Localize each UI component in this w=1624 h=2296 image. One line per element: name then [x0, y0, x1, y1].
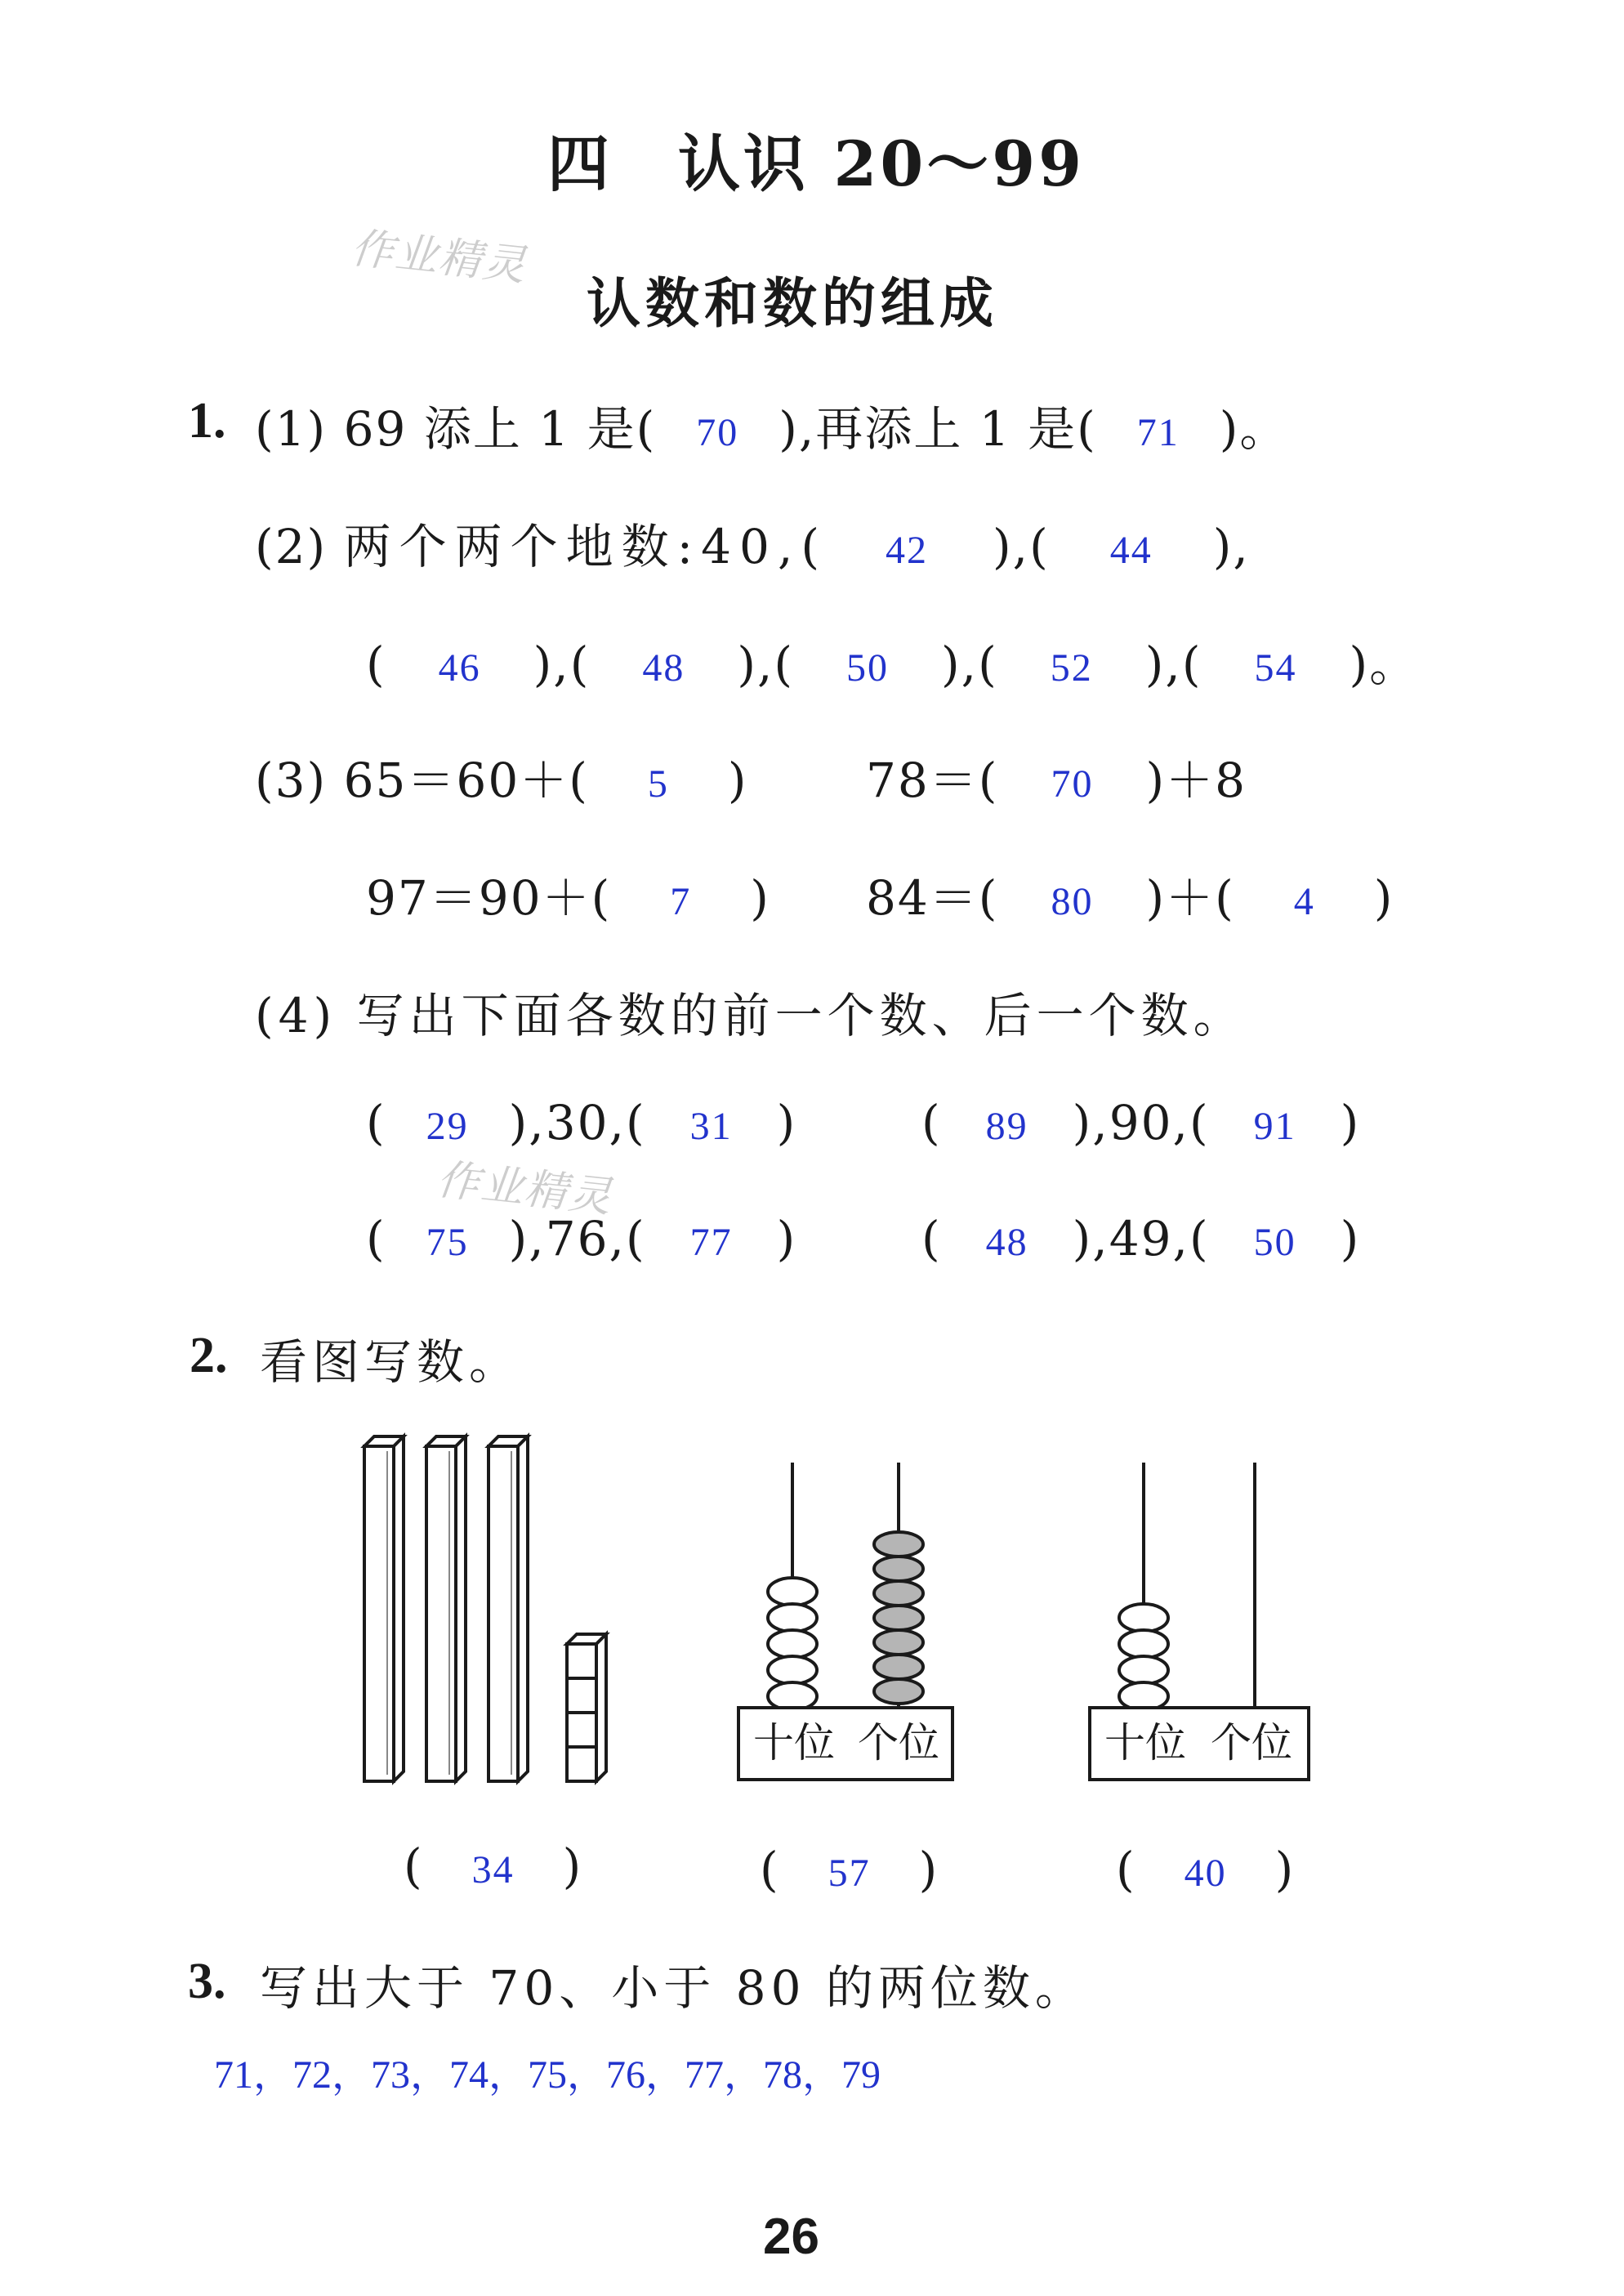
q1-p1-text-a: 69 添上 1 是(	[343, 401, 657, 457]
given-number: 49	[1109, 1211, 1173, 1266]
given-number: 76	[545, 1211, 609, 1266]
part-label: (1)	[255, 401, 328, 457]
answer: 89	[985, 1105, 1028, 1148]
tens-label: 十位	[753, 1719, 835, 1767]
q1-part4-row1-b: ( 89 ),90,( 91 )	[921, 1095, 1361, 1150]
answer: 29	[426, 1105, 469, 1148]
q2-prompt: 看图写数。	[260, 1334, 522, 1390]
q1-p1-text-c: )。	[1219, 401, 1289, 457]
answer: 7	[670, 880, 692, 923]
prompt-text: 写出下面各数的前一个数、后一个数。	[356, 988, 1246, 1043]
ones-label: 个位	[1211, 1719, 1292, 1767]
answer: 77	[689, 1221, 733, 1264]
answer: 5	[647, 762, 669, 806]
unit-cubes-icon	[567, 1634, 606, 1781]
part-label: (2)	[255, 519, 328, 574]
q2-answer-1: ( 34 )	[404, 1838, 583, 1894]
answer: 70	[696, 411, 739, 454]
watermark: 作业精灵	[434, 1155, 615, 1223]
abacus-icon	[738, 1463, 953, 1780]
question-number: 1.	[188, 393, 226, 449]
q2-figures	[0, 1422, 1624, 1847]
q1-part1	[255, 391, 1288, 459]
equation-text: )＋8	[1145, 753, 1247, 808]
answer: 70	[1051, 762, 1094, 806]
equation-text: 84＝(	[866, 870, 999, 926]
answer: 75	[426, 1221, 469, 1264]
q1-p1-text-b: ),再添上 1 是(	[779, 401, 1097, 457]
answer: 34	[471, 1848, 515, 1892]
answer: 50	[1253, 1221, 1296, 1264]
question-number: 3.	[188, 1954, 226, 2009]
q1-part3-eq3: 97＝90＋( 7 )	[366, 870, 770, 926]
answer: 80	[1051, 880, 1094, 923]
answer: 44	[1109, 529, 1153, 572]
equation-text: 97＝90＋(	[366, 870, 612, 926]
question-number: 2.	[190, 1328, 228, 1383]
q1-part3-eq2	[866, 742, 1247, 811]
abacus-icon	[1090, 1463, 1309, 1780]
answer: 48	[642, 646, 685, 690]
answer: 42	[886, 529, 929, 572]
tens-label: 十位	[1104, 1719, 1186, 1767]
given-number: 90	[1109, 1095, 1173, 1150]
answer: 57	[828, 1852, 871, 1895]
answer: 91	[1253, 1105, 1296, 1148]
watermark: 作业精灵	[348, 223, 529, 292]
answer: 31	[689, 1105, 733, 1148]
q1-part4-row2-a: ( 75 ),76,( 77 )	[366, 1211, 797, 1266]
q1-part4-row1-a: ( 29 ),30,( 31 )	[366, 1095, 797, 1150]
page-number: 26	[763, 2209, 819, 2265]
part-label: (3)	[255, 753, 328, 808]
q1-part2-row2: ( 46 ),( 48 ),( 50 ),( 52 ),( 54 )。	[366, 637, 1419, 692]
q1-part4-prompt	[255, 977, 1246, 1046]
answer: 54	[1254, 646, 1297, 690]
page-title: 四 认识 20～99	[547, 127, 1085, 200]
ten-rods-icon	[364, 1436, 528, 1781]
answer: 52	[1050, 646, 1093, 690]
q2-answer-3: ( 40 )	[1116, 1842, 1296, 1897]
given-number: 30	[545, 1095, 609, 1150]
equation-text: 65＝60＋(	[343, 753, 589, 808]
q1-part3-eq4: 84＝( 80 )＋( 4 )	[866, 870, 1394, 926]
answer: 50	[846, 646, 890, 690]
section-subtitle: 认数和数的组成	[587, 271, 998, 335]
q3-prompt: 写出大于 70、小于 80 的两位数。	[260, 1960, 1087, 2016]
answer: 48	[985, 1221, 1028, 1264]
answer: 71	[1136, 411, 1180, 454]
equation-text: 78＝(	[866, 753, 999, 808]
q3-answer: 71，72，73，74，75，76，77，78，79	[214, 2053, 881, 2097]
q1-part3-eq1: (3) 65＝60＋( 5 )	[255, 753, 748, 808]
part-label: (4)	[255, 988, 337, 1043]
q1-part4-row2-b: ( 48 ),49,( 50 )	[921, 1211, 1361, 1266]
answer: 40	[1184, 1852, 1227, 1895]
q2-answer-2: ( 57 )	[760, 1842, 939, 1897]
equation-text: )＋(	[1145, 870, 1235, 926]
answer: 4	[1293, 880, 1315, 923]
ones-label: 个位	[858, 1719, 939, 1767]
q1-p2-intro: 两个两个地数:40,	[343, 519, 801, 574]
answer: 46	[438, 646, 481, 690]
q1-part2-row1: (2) 两个两个地数:40,( 42 ),( 44 ),	[255, 519, 1250, 574]
